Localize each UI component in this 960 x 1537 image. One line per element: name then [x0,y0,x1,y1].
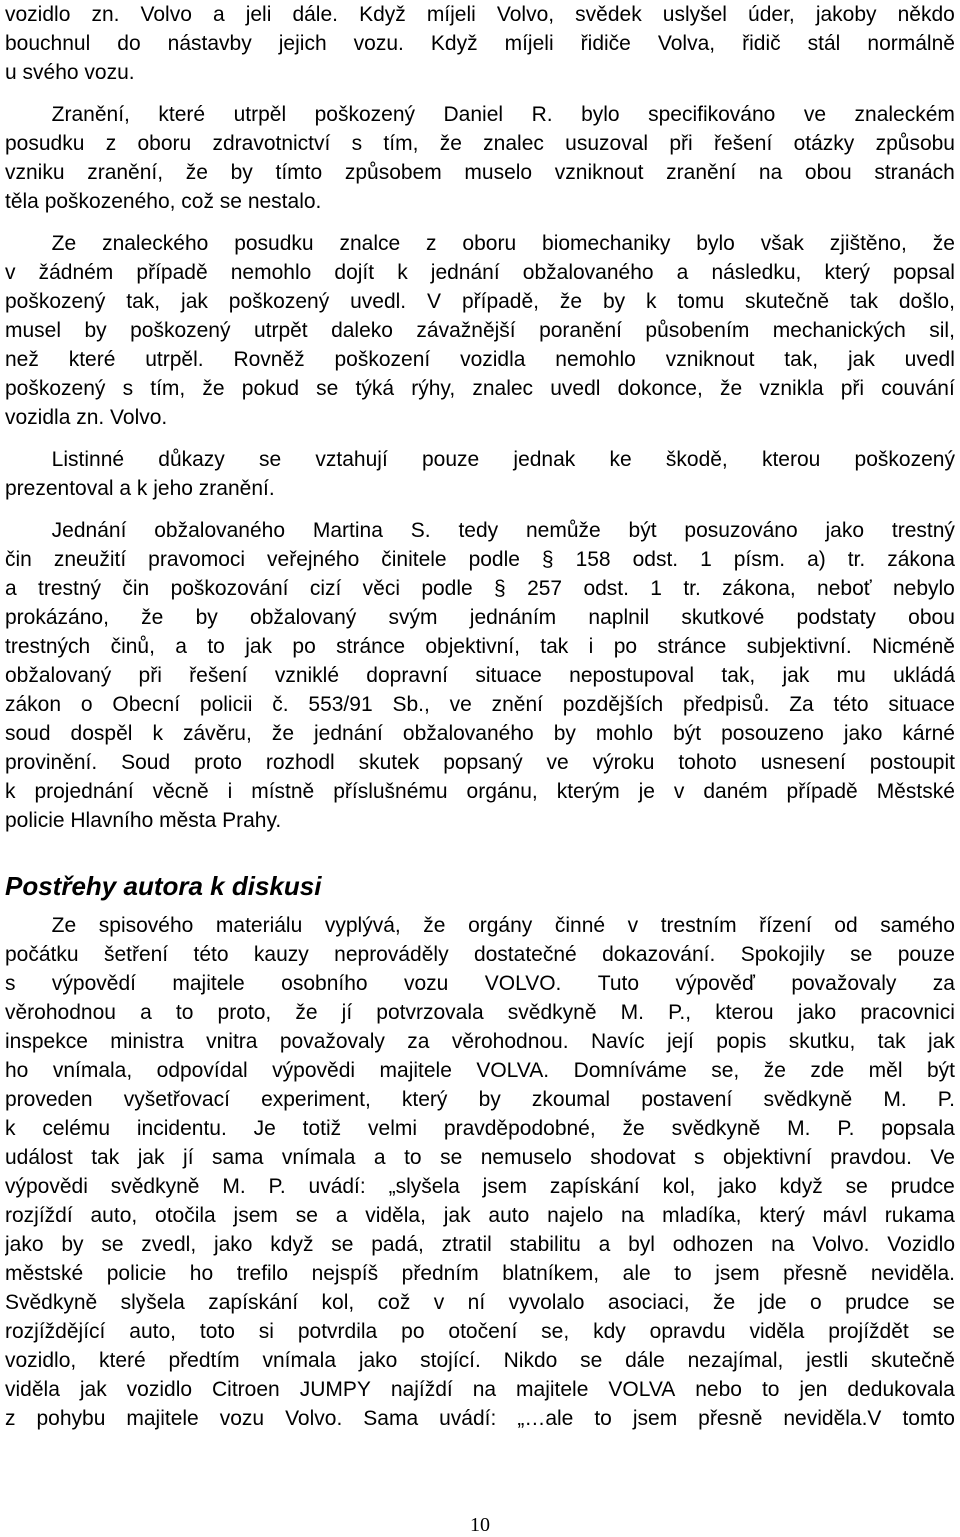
text-line: s výpovědí majitele osobního vozu VOLVO. Tuto výpověď považovaly za [5,972,955,995]
text-line: Ze znaleckého posudku znalce z oboru biomechaniky bylo však zjištěno, že [5,232,955,255]
text-line: těla poškozeného, což se nestalo. [5,190,322,213]
page-number: 10 [470,1514,490,1536]
section-heading: Postřehy autora k diskusi [5,871,322,901]
text-line: z pohybu majitele vozu Volvo. Sama uvádí: „…ale to jsem přesně neviděla.V tomto [5,1407,955,1430]
text-line: bouchnul do nástavby jejich vozu. Když míjeli řidiče Volva, řidič stál normálně [5,32,955,55]
text-line: jako by se zvedl, jako když se padá, ztratil stabilitu a byl odhozen na Volvo. Vozidlo [5,1233,955,1256]
text-line: počátku šetření této kauzy neprováděly dostatečné dokazování. Spokojily se pouze [5,943,955,966]
text-line: u svého vozu. [5,61,135,84]
document-page [5,0,955,1433]
text-line: Listinné důkazy se vztahují pouze jednak ke škodě, kterou poškozený [5,448,955,471]
text-line: ho vnímala, odpovídal výpovědi majitele VOLVA. Domníváme se, že zde měl být [5,1059,955,1082]
text-line: soud dospěl k závěru, že jednání obžalovaného by mohlo být posouzeno jako kárné [5,722,955,745]
text-line: rozjíždí auto, otočila jsem se a viděla, jak auto najelo na mladíka, který mávl rukama [5,1204,955,1227]
text-line: Svědkyně slyšela zapískání kol, což v ní vyvolalo asociaci, že jde o prudce se [5,1291,955,1314]
text-line: vozidla zn. Volvo. [5,406,168,429]
paragraphs-author-remarks [5,911,955,1433]
paragraphs-court-findings [5,0,955,835]
text-line: věrohodnou a to proto, že jí potvrzovala svědkyně M. P., kterou jako pracovnici [5,1001,955,1024]
text-line: čin zneužití pravomoci veřejného činitele podle § 158 odst. 1 písm. a) tr. zákona [5,548,955,571]
text-line: událost tak jak jí sama vnímala a to se nemuselo shodovat s objektivní pravdou. Ve [5,1146,955,1169]
text-line: inspekce ministra vnitra považovaly za věrohodnou. Navíc její popis skutku, tak jak [5,1030,955,1053]
text-line: musel by poškozený utrpět daleko závažnější poranění působením mechanických sil, [5,319,955,342]
text-line: posudku z oboru zdravotnictví s tím, že znalec usuzoval při řešení otázky způsobu [5,132,955,155]
text-line: než které utrpěl. Rovněž poškození vozidla nemohlo vzniknout tak, jak uvedl [5,348,955,371]
text-line: prokázáno, že by obžalovaný svým jednáním naplnil skutkové podstaty obou [5,606,955,629]
text-line: poškozený tak, jak poškozený uvedl. V případě, že by k tomu skutečně tak došlo, [5,290,955,313]
text-line: výpovědi svědkyně M. P. uvádí: „slyšela jsem zapískání kol, jako když se prudce [5,1175,955,1198]
text-line: k projednání věcně i místně příslušnému orgánu, kterým je v daném případě Městské [5,780,955,803]
text-line: prezentoval a k jeho zranění. [5,477,275,500]
text-line: policie Hlavního města Prahy. [5,809,282,832]
text-line: k celému incidentu. Je totiž velmi pravděpodobné, že svědkyně M. P. popsala [5,1117,955,1140]
text-line: provinění. Soud proto rozhodl skutek popsaný ve výroku tohoto usnesení postoupit [5,751,955,774]
text-line: zákon o Obecní policii č. 553/91 Sb., ve znění pozdějších předpisů. Za této situace [5,693,955,716]
text-line: trestných činů, a to jak po stránce objektivní, tak i po stránce subjektivní. Nicméně [5,635,955,658]
text-line: poškozený s tím, že pokud se týká rýhy, znalec uvedl dokonce, že vznikla při couvání [5,377,955,400]
text-line: v žádném případě nemohlo dojít k jednání obžalovaného a následku, který popsal [5,261,955,284]
text-line: rozjíždějící auto, toto si potvrdila po otočení se, kdy opravdu viděla projíždět se [5,1320,955,1343]
text-line: vzniku zranění, že by tímto způsobem muselo vzniknout zranění na obou stranách [5,161,955,184]
text-line: Jednání obžalovaného Martina S. tedy nemůže být posuzováno jako trestný [5,519,955,542]
text-line: vozidlo zn. Volvo a jeli dále. Když míjeli Volvo, svědek uslyšel úder, jakoby někdo [5,3,955,26]
text-line: proveden vyšetřovací experiment, který by zkoumal postavení svědkyně M. P. [5,1088,955,1111]
text-line: Zranění, které utrpěl poškozený Daniel R. bylo specifikováno ve znaleckém [5,103,955,126]
text-line: Ze spisového materiálu vyplývá, že orgány činné v trestním řízení od samého [5,914,955,937]
text-line: vozidlo, které předtím vnímala jako stojící. Nikdo se dále nezajímal, jestli skutečně [5,1349,955,1372]
text-line: městské policie ho trefilo nejspíš předním blatníkem, ale to jsem přesně neviděla. [5,1262,955,1285]
text-line: a trestný čin poškozování cizí věci podle § 257 odst. 1 tr. zákona, neboť nebylo [5,577,955,600]
text-line: viděla jak vozidlo Citroen JUMPY najíždí na majitele VOLVA nebo to jen dedukovala [5,1378,955,1401]
text-line: obžalovaný při řešení vzniklé dopravní situace nepostupoval tak, jak mu ukládá [5,664,955,687]
